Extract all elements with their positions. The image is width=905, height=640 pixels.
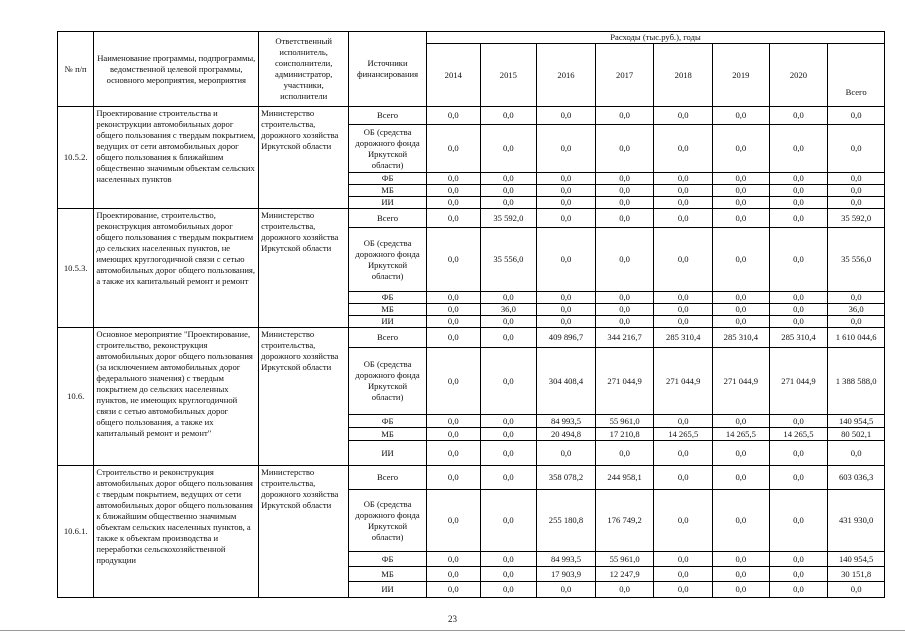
value-cell: 0,0 bbox=[480, 348, 537, 415]
value-cell: 0,0 bbox=[713, 441, 770, 466]
value-cell: 0,0 bbox=[654, 441, 713, 466]
value-cell: 0,0 bbox=[713, 228, 770, 292]
program-name: Строительство и реконструкция автомобильных дорог общего пользования с твердым покрытием, ведущих от сети автомобильных дорог общего пользования к ближайшим общественно значимым объектам сельских населенных пунктов, а также к объектам производства и переработки сельскохозяйственной продукции bbox=[94, 466, 259, 598]
header-expenses: Расходы (тыс.руб.), годы bbox=[426, 32, 884, 44]
value-cell: 0,0 bbox=[654, 125, 713, 173]
total-cell: 35 592,0 bbox=[828, 209, 885, 228]
value-cell: 0,0 bbox=[595, 197, 654, 209]
value-cell: 0,0 bbox=[769, 415, 828, 428]
header-year: 2019 bbox=[713, 44, 770, 107]
total-cell: 0,0 bbox=[828, 582, 885, 598]
value-cell: 20 494,8 bbox=[537, 428, 596, 441]
program-name: Проектирование, строительство, реконструкция автомобильных дорог общего пользования с твердым покрытием до сельских населенных пунктов, не имеющих круглогодичной связи с сетью автомобильных дорог общего пользования, а также их капитальный ремонт и ремонт bbox=[94, 209, 259, 328]
value-cell: 0,0 bbox=[769, 441, 828, 466]
funding-source: Всего bbox=[349, 209, 427, 228]
value-cell: 0,0 bbox=[480, 292, 537, 304]
value-cell: 0,0 bbox=[595, 304, 654, 316]
value-cell: 0,0 bbox=[480, 552, 537, 567]
value-cell: 244 958,1 bbox=[595, 466, 654, 490]
value-cell: 0,0 bbox=[713, 415, 770, 428]
value-cell: 0,0 bbox=[654, 582, 713, 598]
value-cell: 55 961,0 bbox=[595, 552, 654, 567]
value-cell: 271 044,9 bbox=[595, 348, 654, 415]
value-cell: 0,0 bbox=[654, 415, 713, 428]
value-cell: 0,0 bbox=[480, 466, 537, 490]
total-cell: 35 556,0 bbox=[828, 228, 885, 292]
responsible-executor: Министерство строительства, дорожного хозяйства Иркутской области bbox=[259, 209, 349, 328]
value-cell: 0,0 bbox=[480, 197, 537, 209]
total-cell: 0,0 bbox=[828, 185, 885, 197]
value-cell: 0,0 bbox=[713, 466, 770, 490]
value-cell: 0,0 bbox=[426, 125, 480, 173]
value-cell: 0,0 bbox=[713, 567, 770, 582]
value-cell: 0,0 bbox=[713, 209, 770, 228]
value-cell: 0,0 bbox=[426, 415, 480, 428]
value-cell: 0,0 bbox=[769, 490, 828, 552]
value-cell: 0,0 bbox=[480, 490, 537, 552]
value-cell: 0,0 bbox=[537, 197, 596, 209]
value-cell: 0,0 bbox=[595, 173, 654, 185]
value-cell: 0,0 bbox=[713, 197, 770, 209]
value-cell: 0,0 bbox=[537, 441, 596, 466]
value-cell: 0,0 bbox=[480, 567, 537, 582]
value-cell: 0,0 bbox=[426, 552, 480, 567]
total-cell: 1 388 588,0 bbox=[828, 348, 885, 415]
value-cell: 0,0 bbox=[426, 173, 480, 185]
value-cell: 0,0 bbox=[713, 173, 770, 185]
value-cell: 0,0 bbox=[426, 428, 480, 441]
value-cell: 255 180,8 bbox=[537, 490, 596, 552]
total-cell: 140 954,5 bbox=[828, 415, 885, 428]
value-cell: 0,0 bbox=[537, 185, 596, 197]
funding-source: Всего bbox=[349, 107, 427, 125]
value-cell: 304 408,4 bbox=[537, 348, 596, 415]
value-cell: 0,0 bbox=[769, 197, 828, 209]
value-cell: 0,0 bbox=[426, 316, 480, 328]
value-cell: 0,0 bbox=[537, 173, 596, 185]
funding-source: ИИ bbox=[349, 582, 427, 598]
funding-source: ФБ bbox=[349, 173, 427, 185]
value-cell: 0,0 bbox=[654, 304, 713, 316]
value-cell: 84 993,5 bbox=[537, 415, 596, 428]
value-cell: 0,0 bbox=[426, 197, 480, 209]
value-cell: 271 044,9 bbox=[713, 348, 770, 415]
funding-source: МБ bbox=[349, 567, 427, 582]
value-cell: 0,0 bbox=[537, 125, 596, 173]
header-num: № п/п bbox=[58, 32, 94, 107]
value-cell: 0,0 bbox=[480, 125, 537, 173]
value-cell: 36,0 bbox=[480, 304, 537, 316]
value-cell: 0,0 bbox=[595, 292, 654, 304]
row-number: 10.6. bbox=[58, 328, 94, 466]
header-year: 2014 bbox=[426, 44, 480, 107]
funding-source: ИИ bbox=[349, 316, 427, 328]
value-cell: 0,0 bbox=[713, 490, 770, 552]
header-name: Наименование программы, подпрограммы, ведомственной целевой программы, основного мероприятия, мероприятия bbox=[94, 32, 259, 107]
value-cell: 0,0 bbox=[426, 348, 480, 415]
total-cell: 1 610 044,6 bbox=[828, 328, 885, 348]
table-row bbox=[58, 328, 885, 348]
value-cell: 0,0 bbox=[537, 582, 596, 598]
value-cell: 0,0 bbox=[654, 490, 713, 552]
total-cell: 0,0 bbox=[828, 197, 885, 209]
value-cell: 271 044,9 bbox=[654, 348, 713, 415]
value-cell: 358 078,2 bbox=[537, 466, 596, 490]
value-cell: 0,0 bbox=[595, 209, 654, 228]
funding-source: Всего bbox=[349, 328, 427, 348]
budget-table bbox=[57, 31, 885, 598]
value-cell: 0,0 bbox=[426, 441, 480, 466]
page-edge bbox=[0, 630, 905, 631]
total-cell: 0,0 bbox=[828, 441, 885, 466]
value-cell: 0,0 bbox=[426, 582, 480, 598]
value-cell: 0,0 bbox=[769, 185, 828, 197]
value-cell: 0,0 bbox=[713, 107, 770, 125]
value-cell: 0,0 bbox=[426, 567, 480, 582]
row-number: 10.6.1. bbox=[58, 466, 94, 598]
value-cell: 0,0 bbox=[595, 441, 654, 466]
value-cell: 0,0 bbox=[769, 107, 828, 125]
responsible-executor: Министерство строительства, дорожного хозяйства Иркутской области bbox=[259, 107, 349, 209]
value-cell: 0,0 bbox=[480, 582, 537, 598]
table-body bbox=[58, 107, 885, 598]
program-name: Проектирование строительства и реконструкции автомобильных дорог общего пользования с твердым покрытием, ведущих от сети автомобильных дорог общего пользования к ближайшим общественно значимым объектам сельских населенных пунктов bbox=[94, 107, 259, 209]
value-cell: 0,0 bbox=[654, 316, 713, 328]
value-cell: 0,0 bbox=[713, 316, 770, 328]
value-cell: 0,0 bbox=[426, 209, 480, 228]
value-cell: 0,0 bbox=[713, 292, 770, 304]
total-cell: 36,0 bbox=[828, 304, 885, 316]
value-cell: 0,0 bbox=[595, 582, 654, 598]
header-year: 2018 bbox=[654, 44, 713, 107]
funding-source: Всего bbox=[349, 466, 427, 490]
page-number: 23 bbox=[448, 614, 457, 624]
value-cell: 0,0 bbox=[426, 185, 480, 197]
value-cell: 0,0 bbox=[480, 428, 537, 441]
header-source: Источники финансирования bbox=[349, 32, 427, 107]
value-cell: 0,0 bbox=[654, 107, 713, 125]
funding-source: ОБ (средства дорожного фонда Иркутской области) bbox=[349, 348, 427, 415]
value-cell: 0,0 bbox=[595, 228, 654, 292]
total-cell: 431 930,0 bbox=[828, 490, 885, 552]
funding-source: ФБ bbox=[349, 552, 427, 567]
header-year-total: Всего bbox=[828, 44, 885, 107]
value-cell: 0,0 bbox=[480, 316, 537, 328]
funding-source: ОБ (средства дорожного фонда Иркутской области) bbox=[349, 490, 427, 552]
value-cell: 0,0 bbox=[769, 552, 828, 567]
value-cell: 344 216,7 bbox=[595, 328, 654, 348]
value-cell: 14 265,5 bbox=[769, 428, 828, 441]
value-cell: 0,0 bbox=[769, 292, 828, 304]
value-cell: 0,0 bbox=[480, 107, 537, 125]
value-cell: 35 556,0 bbox=[480, 228, 537, 292]
total-cell: 140 954,5 bbox=[828, 552, 885, 567]
value-cell: 0,0 bbox=[480, 441, 537, 466]
value-cell: 0,0 bbox=[654, 292, 713, 304]
value-cell: 271 044,9 bbox=[769, 348, 828, 415]
funding-source: МБ bbox=[349, 185, 427, 197]
value-cell: 0,0 bbox=[654, 185, 713, 197]
value-cell: 0,0 bbox=[537, 107, 596, 125]
value-cell: 0,0 bbox=[595, 185, 654, 197]
value-cell: 0,0 bbox=[480, 173, 537, 185]
table-row bbox=[58, 466, 885, 490]
value-cell: 14 265,5 bbox=[713, 428, 770, 441]
value-cell: 17 210,8 bbox=[595, 428, 654, 441]
value-cell: 0,0 bbox=[537, 316, 596, 328]
value-cell: 0,0 bbox=[713, 304, 770, 316]
value-cell: 0,0 bbox=[654, 209, 713, 228]
table-row bbox=[58, 209, 885, 228]
value-cell: 0,0 bbox=[654, 466, 713, 490]
value-cell: 84 993,5 bbox=[537, 552, 596, 567]
value-cell: 0,0 bbox=[537, 292, 596, 304]
row-number: 10.5.2. bbox=[58, 107, 94, 209]
funding-source: МБ bbox=[349, 428, 427, 441]
total-cell: 0,0 bbox=[828, 125, 885, 173]
total-cell: 30 151,8 bbox=[828, 567, 885, 582]
funding-source: МБ bbox=[349, 304, 427, 316]
table-header bbox=[58, 32, 885, 107]
responsible-executor: Министерство строительства, дорожного хозяйства Иркутской области bbox=[259, 328, 349, 466]
total-cell: 0,0 bbox=[828, 173, 885, 185]
value-cell: 55 961,0 bbox=[595, 415, 654, 428]
value-cell: 35 592,0 bbox=[480, 209, 537, 228]
value-cell: 0,0 bbox=[769, 304, 828, 316]
value-cell: 0,0 bbox=[769, 582, 828, 598]
value-cell: 0,0 bbox=[426, 292, 480, 304]
funding-source: ОБ (средства дорожного фонда Иркутской области) bbox=[349, 228, 427, 292]
value-cell: 0,0 bbox=[769, 209, 828, 228]
value-cell: 285 310,4 bbox=[713, 328, 770, 348]
total-cell: 0,0 bbox=[828, 107, 885, 125]
value-cell: 0,0 bbox=[654, 197, 713, 209]
value-cell: 0,0 bbox=[713, 125, 770, 173]
value-cell: 0,0 bbox=[769, 228, 828, 292]
total-cell: 0,0 bbox=[828, 292, 885, 304]
table-row bbox=[58, 107, 885, 125]
value-cell: 0,0 bbox=[537, 304, 596, 316]
value-cell: 0,0 bbox=[426, 328, 480, 348]
value-cell: 0,0 bbox=[769, 567, 828, 582]
value-cell: 0,0 bbox=[537, 228, 596, 292]
funding-source: ИИ bbox=[349, 441, 427, 466]
value-cell: 0,0 bbox=[480, 328, 537, 348]
value-cell: 409 896,7 bbox=[537, 328, 596, 348]
value-cell: 176 749,2 bbox=[595, 490, 654, 552]
funding-source: ИИ bbox=[349, 197, 427, 209]
value-cell: 0,0 bbox=[426, 107, 480, 125]
value-cell: 285 310,4 bbox=[654, 328, 713, 348]
header-executor: Ответственный исполнитель, соисполнители, администратор, участники, исполнители bbox=[259, 32, 349, 107]
value-cell: 0,0 bbox=[769, 173, 828, 185]
value-cell: 17 903,9 bbox=[537, 567, 596, 582]
total-cell: 0,0 bbox=[828, 316, 885, 328]
value-cell: 0,0 bbox=[713, 552, 770, 567]
value-cell: 0,0 bbox=[426, 304, 480, 316]
value-cell: 0,0 bbox=[654, 173, 713, 185]
value-cell: 0,0 bbox=[595, 107, 654, 125]
program-name: Основное мероприятие "Проектирование, строительство, реконструкция автомобильных дорог общего пользования (за исключением автомобильных дорог федерального значения) с твердым покрытием до сельских населенных пунктов, не имеющих круглогодичной связи с сетью автомобильных дорог общего пользования, а также их капитальный ремонт и ремонт" bbox=[94, 328, 259, 466]
value-cell: 0,0 bbox=[769, 466, 828, 490]
value-cell: 0,0 bbox=[769, 125, 828, 173]
value-cell: 0,0 bbox=[713, 582, 770, 598]
value-cell: 0,0 bbox=[480, 185, 537, 197]
value-cell: 0,0 bbox=[595, 316, 654, 328]
responsible-executor: Министерство строительства, дорожного хозяйства Иркутской области bbox=[259, 466, 349, 598]
header-year: 2015 bbox=[480, 44, 537, 107]
value-cell: 14 265,5 bbox=[654, 428, 713, 441]
total-cell: 80 502,1 bbox=[828, 428, 885, 441]
value-cell: 0,0 bbox=[426, 228, 480, 292]
value-cell: 0,0 bbox=[426, 490, 480, 552]
value-cell: 0,0 bbox=[595, 125, 654, 173]
funding-source: ФБ bbox=[349, 415, 427, 428]
funding-source: ОБ (средства дорожного фонда Иркутской области) bbox=[349, 125, 427, 173]
value-cell: 0,0 bbox=[654, 228, 713, 292]
row-number: 10.5.3. bbox=[58, 209, 94, 328]
value-cell: 0,0 bbox=[480, 415, 537, 428]
value-cell: 0,0 bbox=[654, 552, 713, 567]
value-cell: 0,0 bbox=[537, 209, 596, 228]
value-cell: 0,0 bbox=[769, 316, 828, 328]
value-cell: 12 247,9 bbox=[595, 567, 654, 582]
funding-source: ФБ bbox=[349, 292, 427, 304]
total-cell: 603 036,3 bbox=[828, 466, 885, 490]
value-cell: 0,0 bbox=[654, 567, 713, 582]
header-year: 2020 bbox=[769, 44, 828, 107]
value-cell: 285 310,4 bbox=[769, 328, 828, 348]
header-year: 2016 bbox=[537, 44, 596, 107]
value-cell: 0,0 bbox=[426, 466, 480, 490]
value-cell: 0,0 bbox=[713, 185, 770, 197]
header-year: 2017 bbox=[595, 44, 654, 107]
